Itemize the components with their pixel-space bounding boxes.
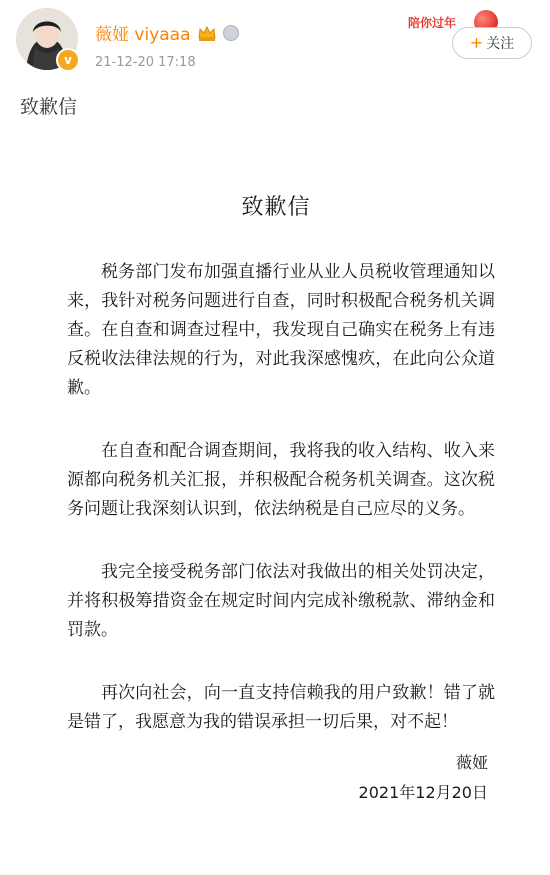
- post-text: 致歉信: [20, 96, 78, 118]
- avatar[interactable]: [16, 8, 78, 70]
- letter-paragraph: 我完全接受税务部门依法对我做出的相关处罚决定，并将积极筹措资金在规定时间内完成补缴税款、滞纳金和罚款。: [67, 562, 495, 640]
- letter-paragraph: 在自查和配合调查期间，我将我的收入结构、收入来源都向税务机关汇报，并积极配合税务机关调查。这次税务问题让我深刻认识到，依法纳税是自己应尽的义务。: [67, 441, 495, 519]
- letter-signature: 薇娅: [455, 753, 488, 772]
- letter-paragraph: 税务部门发布加强直播行业从业人员税收管理通知以来，我针对税务问题进行自查，同时积极配合税务机关调查。在自查和调查过程中，我发现自己确实在税务上有违反税收法律法规的行为，对此我深感愧疚，在此向公众道歉。: [67, 262, 495, 398]
- post-header: [0, 0, 550, 82]
- follow-label: 关注: [486, 36, 515, 52]
- letter-body: [67, 258, 495, 737]
- user-name[interactable]: 薇娅 viyaaa: [95, 25, 191, 45]
- medal-icon[interactable]: [223, 25, 239, 41]
- verified-icon: v: [56, 48, 80, 72]
- user-name-row: [95, 20, 239, 45]
- follow-button[interactable]: [452, 27, 532, 59]
- crown-icon[interactable]: [197, 24, 217, 42]
- letter-paragraph: 再次向社会，向一直支持信赖我的用户致歉！错了就是错了，我愿意为我的错误承担一切后果，对不起！: [67, 683, 495, 732]
- post-time: 21-12-20 17:18: [95, 55, 196, 70]
- letter-date: 2021年12月20日: [358, 783, 488, 802]
- letter-image[interactable]: [6, 142, 546, 872]
- letter-title: 致歉信: [241, 195, 311, 220]
- plus-icon: +: [469, 33, 484, 52]
- festival-badge-text: 陪你过年: [408, 16, 457, 30]
